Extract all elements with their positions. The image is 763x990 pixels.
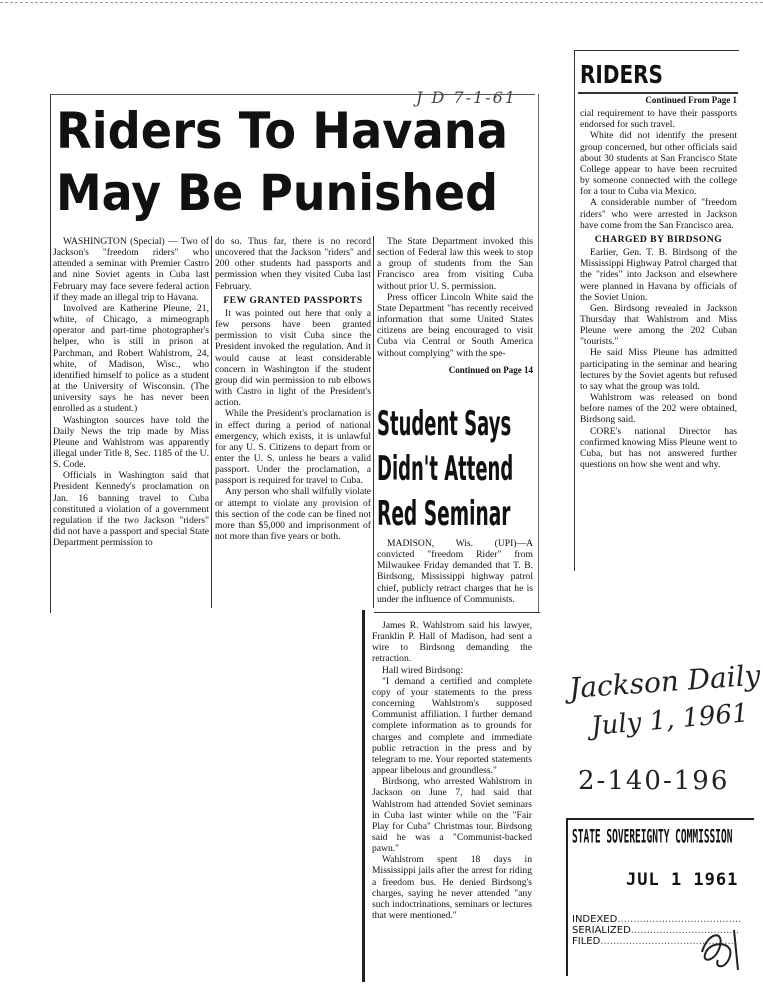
paragraph: cial requirement to have their passports endorsed for such travel. bbox=[580, 108, 737, 131]
title-rule bbox=[578, 92, 738, 94]
paragraph: Wahlstrom spent 18 days in Mississippi jails after the arrest for riding a freedom bus. He denied Birdsong's charges, saying he never attended "any such indoctrinations, seminars or lectures that were mentioned." bbox=[372, 854, 532, 922]
second-article-body bbox=[372, 620, 532, 921]
paragraph: do so. Thus far, there is no record uncovered that the Jackson "riders" and 200 other students had passports and permission when they visited Cuba last February. bbox=[215, 236, 371, 292]
paragraph: "I demand a certified and complete copy of your statements to the press concerning Wahlstrom's supposed Communist affiliation. I further demand complete information as to grounds for charges and complete and immediate public retraction in the press and by telegram to me. Your reported statements appear libelous and groundless." bbox=[372, 675, 532, 777]
paragraph: Involved are Katherine Pleune, 21, white, of Chicago, a mimeograph operator and part-time photographer's helper, who is still in prison at Parchman, and Robert Wahlstrom, 24, white, of Madison, Wisc., who identified himself to police as a student at the University of Wisconsin. (The university says he has never been enrolled as a student.) bbox=[53, 302, 209, 415]
paragraph: A considerable number of "freedom riders" who were arrested in Jackson have come from the San Francisco area. bbox=[580, 197, 737, 231]
paragraph: Wahlstrom was released on bond before names of the 202 were obtained, Birdsong said. bbox=[580, 392, 737, 426]
stamp-serialized: SERIALIZED.................................. bbox=[572, 925, 739, 936]
paragraph: Officials in Washington said that President Kennedy's proclamation on Jan. 16 banning travel to Cuba constituted a violation of a government regulation if the two Jackson "riders" did not have a passport and special State Department permission to bbox=[53, 470, 209, 549]
paragraph: It was pointed out here that only a few persons have been granted permission to visit Cuba since the President invoked the regulation. And it would cause at least considerable concern in Washington if the student group did win permission to rub elbows with Castro in light of the President's action. bbox=[215, 307, 371, 409]
second-headline-line2: Didn't Attend bbox=[377, 450, 514, 490]
paragraph: MADISON, Wis. (UPI)—A convicted "freedom Rider" from Milwaukee Friday demanded that T. B. Birdsong, Mississippi highway patrol chief, publicly retract charges that he is under the influence of Communists. bbox=[377, 538, 533, 605]
stamp-date: JUL 1 1961 bbox=[626, 870, 739, 890]
second-article-lead bbox=[377, 538, 533, 605]
main-headline-line1: Riders To Havana bbox=[56, 102, 509, 160]
paragraph: Earlier, Gen. T. B. Birdsong of the Mississippi Highway Patrol charged that the "rides" into Jackson and elsewhere were planned in Havana by officials of the Soviet Union. bbox=[580, 247, 737, 303]
subhead-few-granted-passports: FEW GRANTED PASSPORTS bbox=[223, 294, 363, 306]
paragraph: White did not identify the present group concerned, but other officials said about 30 students at San Francisco State College appear to have been recruited by someone connected with the college for a tour to Cuba via Mexico. bbox=[580, 130, 737, 198]
filed-label: FILED bbox=[572, 936, 601, 947]
second-headline-line3: Red Seminar bbox=[377, 495, 511, 535]
scan-top-edge bbox=[0, 2, 763, 3]
initials-scribble bbox=[694, 922, 750, 974]
riders-title: RIDERS bbox=[580, 60, 663, 89]
left-edge-rule bbox=[362, 610, 365, 982]
second-headline-line1: Student Says bbox=[377, 405, 512, 445]
column-rule bbox=[211, 236, 212, 608]
main-column-3 bbox=[377, 236, 533, 376]
stamp-title: STATE SOVEREIGNTY COMMISSION bbox=[572, 826, 733, 849]
handwritten-file-number: 2-140-196 bbox=[578, 766, 730, 796]
main-column-2 bbox=[215, 236, 371, 542]
handwritten-date: July 1, 1961 bbox=[590, 698, 750, 742]
paragraph: While the President's proclamation is in effect during a period of national emergency, which exists, it is unlawful for any U. S. Citizens to depart from or enter the U. S. unless he bears a valid passport. Under the proclamation, a passport is required for travel to Cuba. bbox=[215, 408, 371, 487]
paragraph: James R. Wahlstrom said his lawyer, Franklin P. Hall of Madison, had sent a wire to Birdsong demanding the retraction. bbox=[372, 620, 532, 665]
riders-column bbox=[580, 95, 737, 470]
commission-stamp bbox=[566, 818, 754, 976]
paragraph: Any person who shall wilfully violate or attempt to violate any provision of this section of the code can be fined not more than $5,000 and imprisonment of not more than five years or both. bbox=[215, 486, 371, 543]
paragraph: Gen. Birdsong revealed in Jackson Thursday that Wahlstrom and Miss Pleune were among the 202 Cuban "tourists." bbox=[580, 302, 737, 348]
paragraph: Hall wired Birdsong: bbox=[382, 664, 464, 676]
stamp-filed: FILED........................................... bbox=[572, 936, 737, 947]
paragraph: Birdsong, who arrested Wahlstrom in Jackson on June 7, had said that Wahlstrom had attended Soviet seminars in Cuba last winter while on the "Fair Play for Cuba" Christmas tour. Birdsong said he was a "Communist-backed pawn." bbox=[372, 776, 532, 855]
column-rule bbox=[373, 236, 374, 608]
corner-handwritten-mark: J D 7-1-61 bbox=[416, 88, 517, 107]
serialized-label: SERIALIZED bbox=[572, 925, 631, 936]
paragraph: Press officer Lincoln White said the State Department "has recently received information that some United States citizens are being encouraged to visit Cuba via Central or South America without complying" with the spe- bbox=[377, 291, 533, 359]
continued-on-page-14: Continued on Page 14 bbox=[448, 364, 533, 375]
paragraph: Washington sources have told the Daily News the trip made by Miss Pleune and Wahlstrom was apparently illegal under Title 8, Sec. 1185 of the U. S. Code. bbox=[53, 414, 209, 471]
continued-from-page-1: Continued From Page 1 bbox=[645, 95, 737, 105]
cut-line bbox=[374, 612, 540, 613]
paragraph: WASHINGTON (Special) — Two of Jackson's "freedom riders" who attended a seminar with Premier Castro and nine Soviet agents in Cuba last February may face severe federal action if they made an illegal trip to Havana. bbox=[53, 236, 209, 303]
indexed-label: INDEXED bbox=[572, 914, 618, 925]
paragraph: He said Miss Pleune has admitted participating in the seminar and hearing lectures by the Soviet agents but refused to say what the group was told. bbox=[580, 347, 737, 392]
cut-line bbox=[538, 94, 539, 612]
main-column-1 bbox=[53, 236, 209, 548]
stamp-indexed: INDEXED....................................... bbox=[572, 914, 742, 925]
main-headline-line2: May Be Punished bbox=[56, 164, 498, 222]
paragraph: CORE's national Director has confirmed knowing Miss Pleune went to Cuba, but has not answered further questions on how she went and why. bbox=[580, 425, 737, 470]
subhead-charged-by-birdsong: CHARGED BY BIRDSONG bbox=[594, 233, 723, 245]
paragraph: The State Department invoked this section of Federal law this week to stop a group of students from the San Francisco area from visiting Cuba without prior U. S. permission. bbox=[377, 236, 533, 292]
handwritten-source: Jackson Daily bbox=[568, 658, 762, 705]
